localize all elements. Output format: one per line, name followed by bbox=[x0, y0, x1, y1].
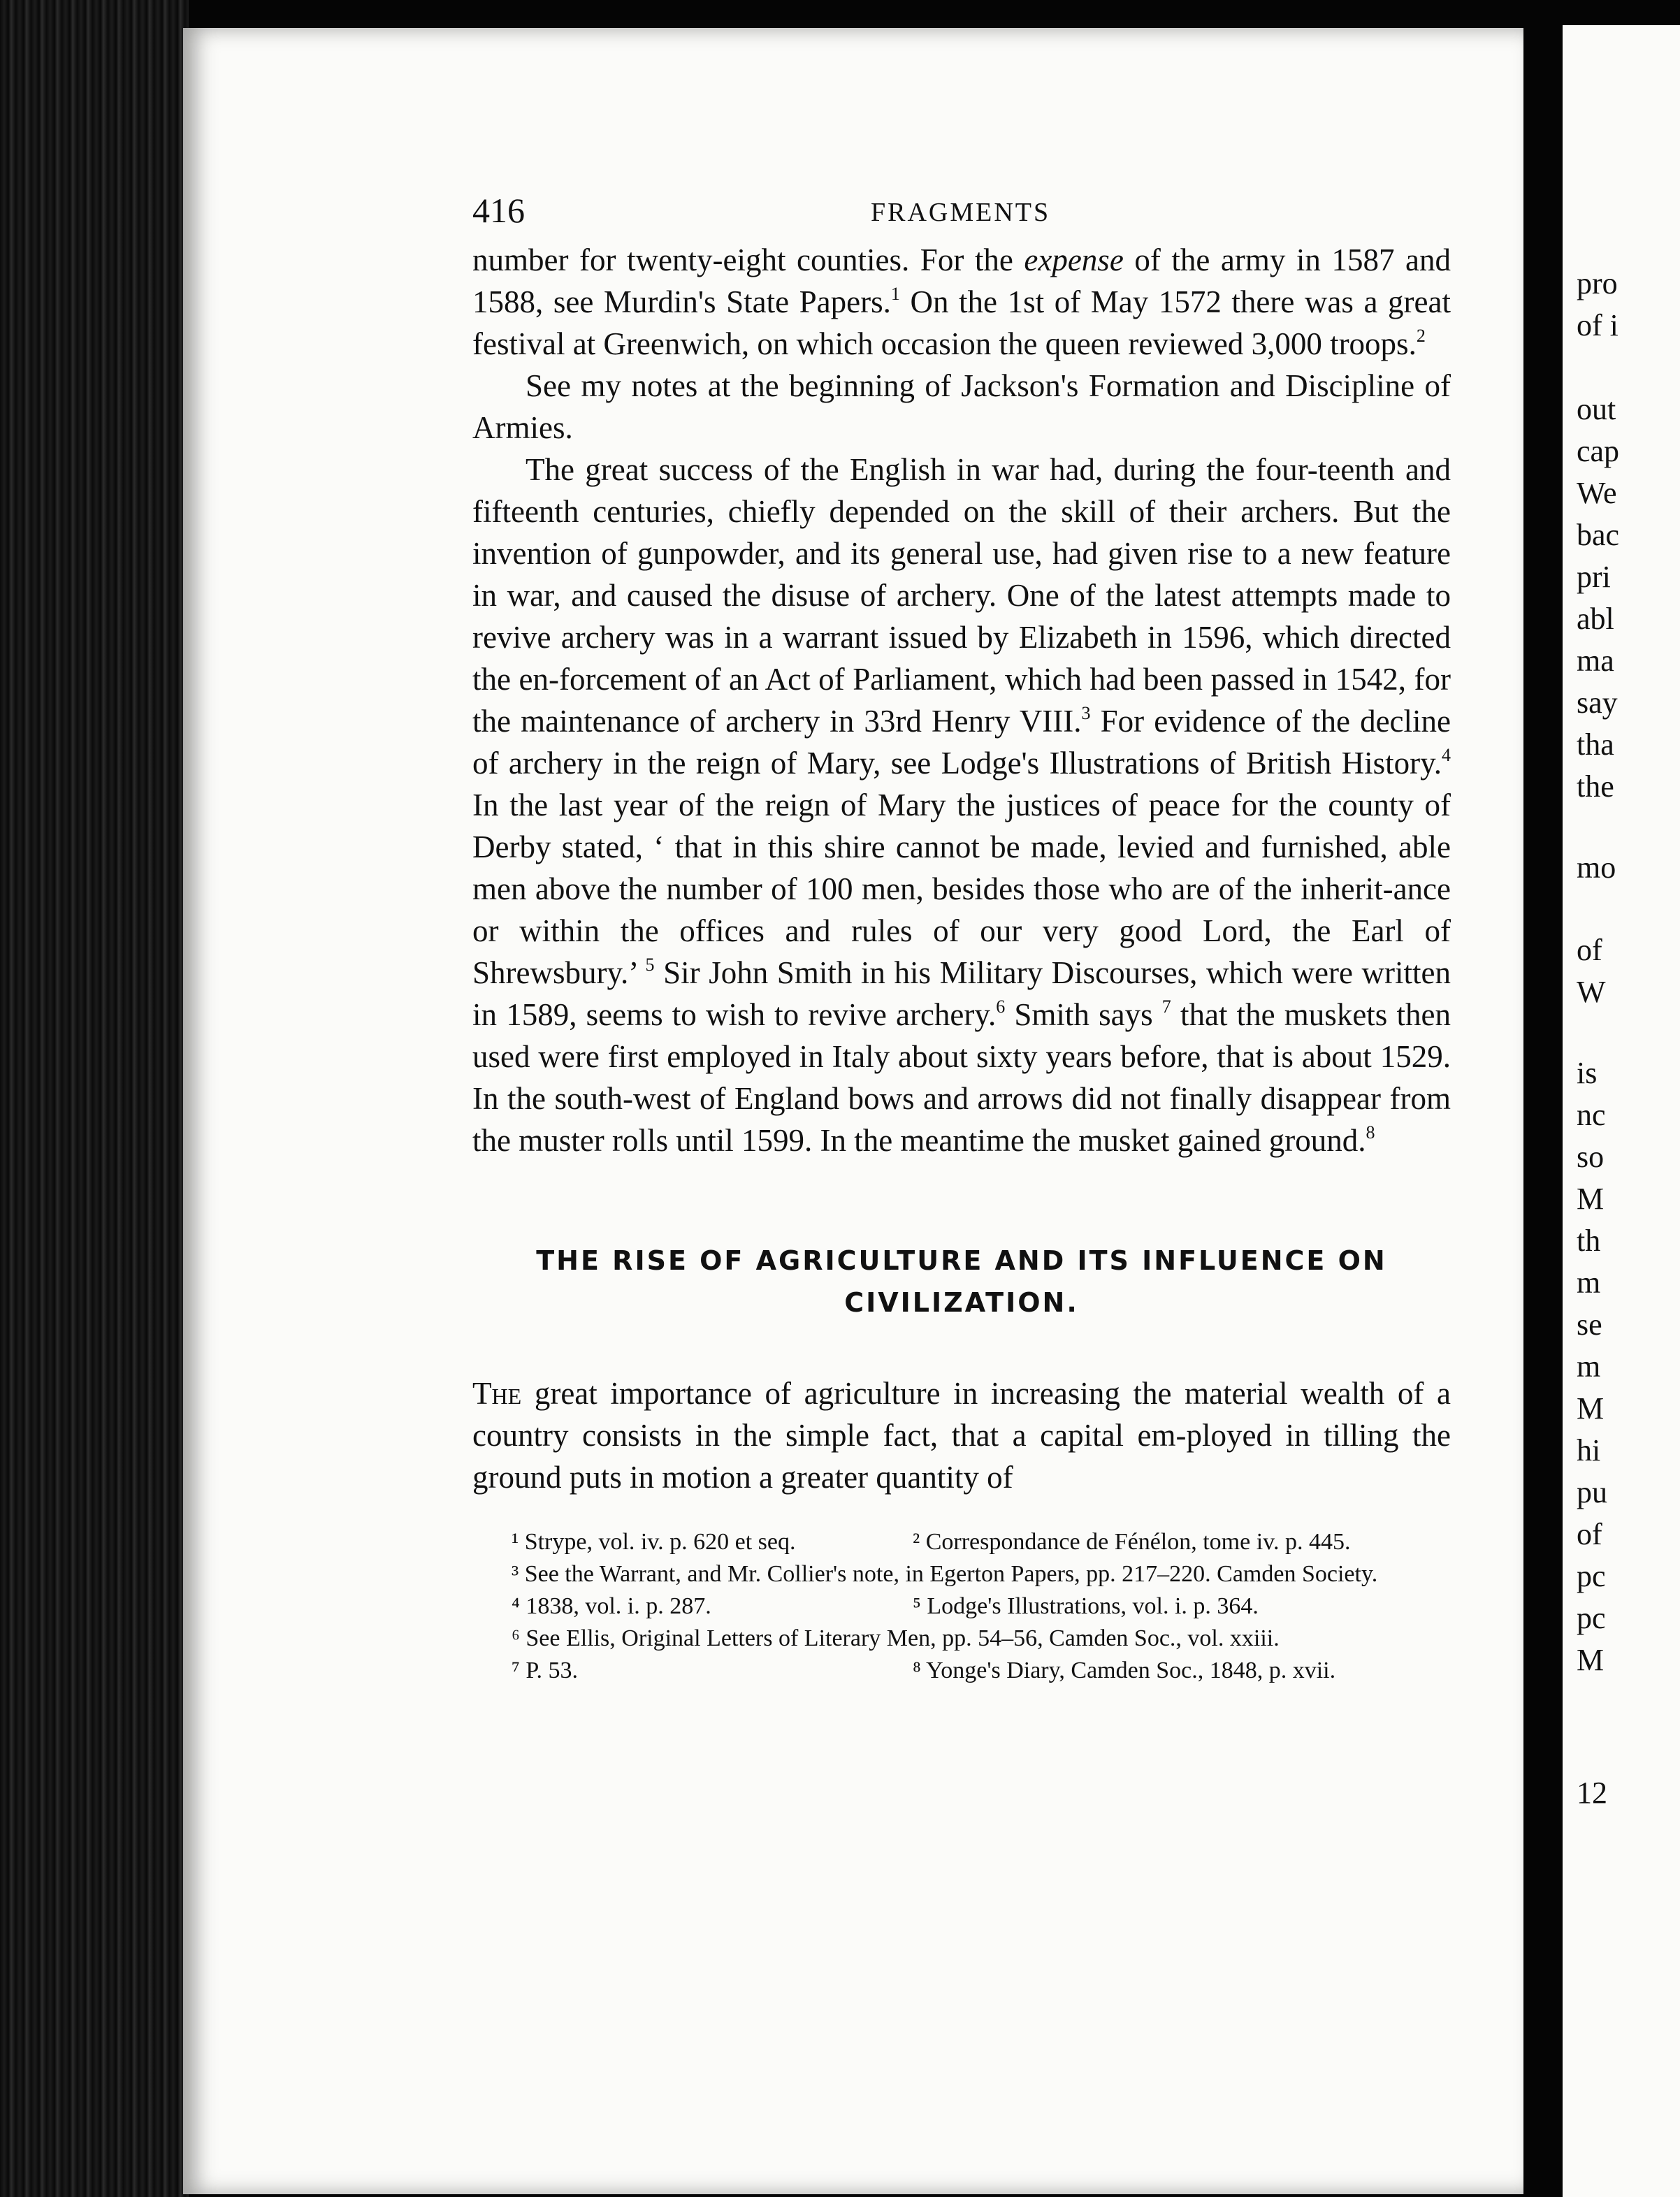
footnote-ref: 1 bbox=[890, 284, 900, 304]
footnote-ref: 3 bbox=[1081, 703, 1091, 723]
footnote-6: ⁶ See Ellis, Original Letters of Literary Men, pp. 54–56, Camden Soc., vol. xxiii. bbox=[512, 1625, 1280, 1651]
facing-page-fragment: abl bbox=[1577, 602, 1614, 636]
facing-page-fragment: M bbox=[1577, 1391, 1605, 1426]
facing-page-fragment: mo bbox=[1577, 850, 1616, 885]
text-segment: that the muskets then used were first employed in Italy about sixty years before, that is about 1529. In the south-west of England bows and arrows did not finally disappear from the muster rolls until 1599. In the meantime the musket gained ground. bbox=[472, 997, 1451, 1158]
facing-page-fragment: pc bbox=[1577, 1559, 1606, 1593]
section-title-line-1: THE RISE OF AGRICULTURE AND ITS INFLUENCE ON bbox=[536, 1245, 1387, 1276]
footnote-ref: 7 bbox=[1161, 996, 1171, 1017]
facing-page-fragment: m bbox=[1577, 1266, 1601, 1300]
facing-page-fragment: ma bbox=[1577, 644, 1614, 678]
facing-page-fragment: M bbox=[1577, 1643, 1605, 1677]
facing-page-fragment: is bbox=[1577, 1056, 1598, 1090]
running-head: FRAGMENTS bbox=[871, 198, 1051, 227]
facing-page-fragment: say bbox=[1577, 686, 1618, 720]
text-segment: In the last year of the reign of Mary the justices of peace for the county of Derby stated, ‘ that in this shire cannot be made, levied and furnished, able men above the number of 100 men, besides those who are of the inherit-ance or within the offices and rules of our very good Lord, the Earl of Shrewsbury.’ bbox=[472, 788, 1451, 990]
section-body-text: great importance of agriculture in increasing the material wealth of a country consists in the simple fact, that a capital em-ployed in tilling the ground puts in motion a greater quantity of bbox=[472, 1376, 1451, 1495]
page-content bbox=[472, 190, 1451, 1687]
text-segment: The great success of the English in war had, during the four-teenth and fifteenth centuries, chiefly depended on the skill of their archers. But the invention of gunpowder, and its general use, had given rise to a new feature in war, and caused the disuse of archery. One of the latest attempts made to revive archery was in a warrant issued by Elizabeth in 1596, which directed the en-forcement of an Act of Parliament, which had been passed in 1542, for the maintenance of archery in 33rd Henry VIII. bbox=[472, 452, 1451, 739]
footnote-4: ⁴ 1838, vol. i. p. 287. bbox=[512, 1593, 711, 1619]
facing-page-fragment: cap bbox=[1577, 434, 1620, 468]
facing-page-fragment: se bbox=[1577, 1307, 1602, 1342]
footnote-ref: 8 bbox=[1366, 1122, 1375, 1143]
footnotes bbox=[472, 1526, 1451, 1687]
facing-page-fragment: so bbox=[1577, 1140, 1605, 1174]
section-title bbox=[472, 1240, 1451, 1324]
section-first-word: The bbox=[472, 1376, 522, 1411]
facing-page-fragment: pri bbox=[1577, 560, 1611, 594]
facing-page-fragment: pu bbox=[1577, 1475, 1607, 1509]
page-header bbox=[472, 190, 1451, 239]
facing-page-fragment: 12 bbox=[1577, 1776, 1607, 1810]
facing-page-edge bbox=[1563, 25, 1680, 2197]
text-segment: For evidence of the decline of archery in the reign of Mary, see Lodge's Illustrations of British History. bbox=[472, 704, 1451, 781]
footnote-ref: 4 bbox=[1442, 745, 1451, 765]
footnote-ref: 6 bbox=[996, 996, 1006, 1017]
text-segment: On the 1st of May 1572 there was a great festival at Greenwich, on which occasion the queen reviewed 3,000 troops. bbox=[472, 284, 1451, 361]
text-segment: expense bbox=[1024, 242, 1124, 277]
footnote-row bbox=[472, 1526, 1451, 1558]
footnote-5: ⁵ Lodge's Illustrations, vol. i. p. 364. bbox=[913, 1593, 1259, 1619]
footnote-ref: 5 bbox=[645, 955, 655, 975]
facing-page-fragment: of i bbox=[1577, 308, 1619, 342]
facing-page-fragment: M bbox=[1577, 1182, 1605, 1216]
text-segment: Smith says bbox=[1005, 997, 1162, 1032]
text-segment: of the army in 1587 and 1588, see Murdin's State Papers. bbox=[472, 242, 1451, 319]
facing-page-fragment: nc bbox=[1577, 1098, 1606, 1132]
section-body bbox=[472, 1372, 1451, 1498]
footnote-8: ⁸ Yonge's Diary, Camden Soc., 1848, p. xvii. bbox=[913, 1658, 1336, 1683]
facing-page-fragment: of bbox=[1577, 933, 1602, 967]
facing-page-fragment: bac bbox=[1577, 518, 1620, 552]
footnote-3: ³ See the Warrant, and Mr. Collier's note, in Egerton Papers, pp. 217–220. Camden Society. bbox=[512, 1561, 1378, 1587]
book-spine bbox=[0, 0, 189, 2197]
facing-page-fragment: hi bbox=[1577, 1433, 1601, 1467]
footnote-1: ¹ Strype, vol. iv. p. 620 et seq. bbox=[512, 1529, 796, 1555]
footnote-ref: 2 bbox=[1416, 326, 1426, 346]
footnote-row bbox=[472, 1655, 1451, 1687]
text-segment: See my notes at the beginning of Jackson's Formation and Discipline of Armies. bbox=[472, 368, 1451, 445]
paragraph bbox=[472, 449, 1451, 1161]
facing-page-fragment: th bbox=[1577, 1224, 1601, 1258]
footnote-7: ⁷ P. 53. bbox=[512, 1658, 578, 1683]
facing-page-fragment: the bbox=[1577, 769, 1614, 804]
facing-page-fragment: W bbox=[1577, 975, 1606, 1009]
paragraph bbox=[472, 239, 1451, 365]
page-number: 416 bbox=[472, 191, 525, 230]
text-segment: Sir John Smith in his Military Discourses, which were written in 1589, seems to wish to revive archery. bbox=[472, 955, 1451, 1032]
text-segment: number for twenty-eight counties. For the bbox=[472, 242, 1024, 277]
facing-page-fragment: We bbox=[1577, 476, 1617, 510]
facing-page-fragment: pc bbox=[1577, 1601, 1606, 1635]
facing-page-fragment: m bbox=[1577, 1349, 1601, 1384]
body-text bbox=[472, 239, 1451, 1161]
facing-page-fragment: pro bbox=[1577, 266, 1618, 300]
facing-page-fragment: of bbox=[1577, 1517, 1602, 1551]
section-title-line-2: CIVILIZATION. bbox=[844, 1287, 1079, 1318]
footnote-2: ² Correspondance de Fénélon, tome iv. p. 445. bbox=[913, 1529, 1351, 1555]
facing-page-fragment: tha bbox=[1577, 727, 1614, 762]
paragraph bbox=[472, 365, 1451, 449]
facing-page-fragment: out bbox=[1577, 392, 1616, 426]
footnote-row bbox=[472, 1590, 1451, 1623]
